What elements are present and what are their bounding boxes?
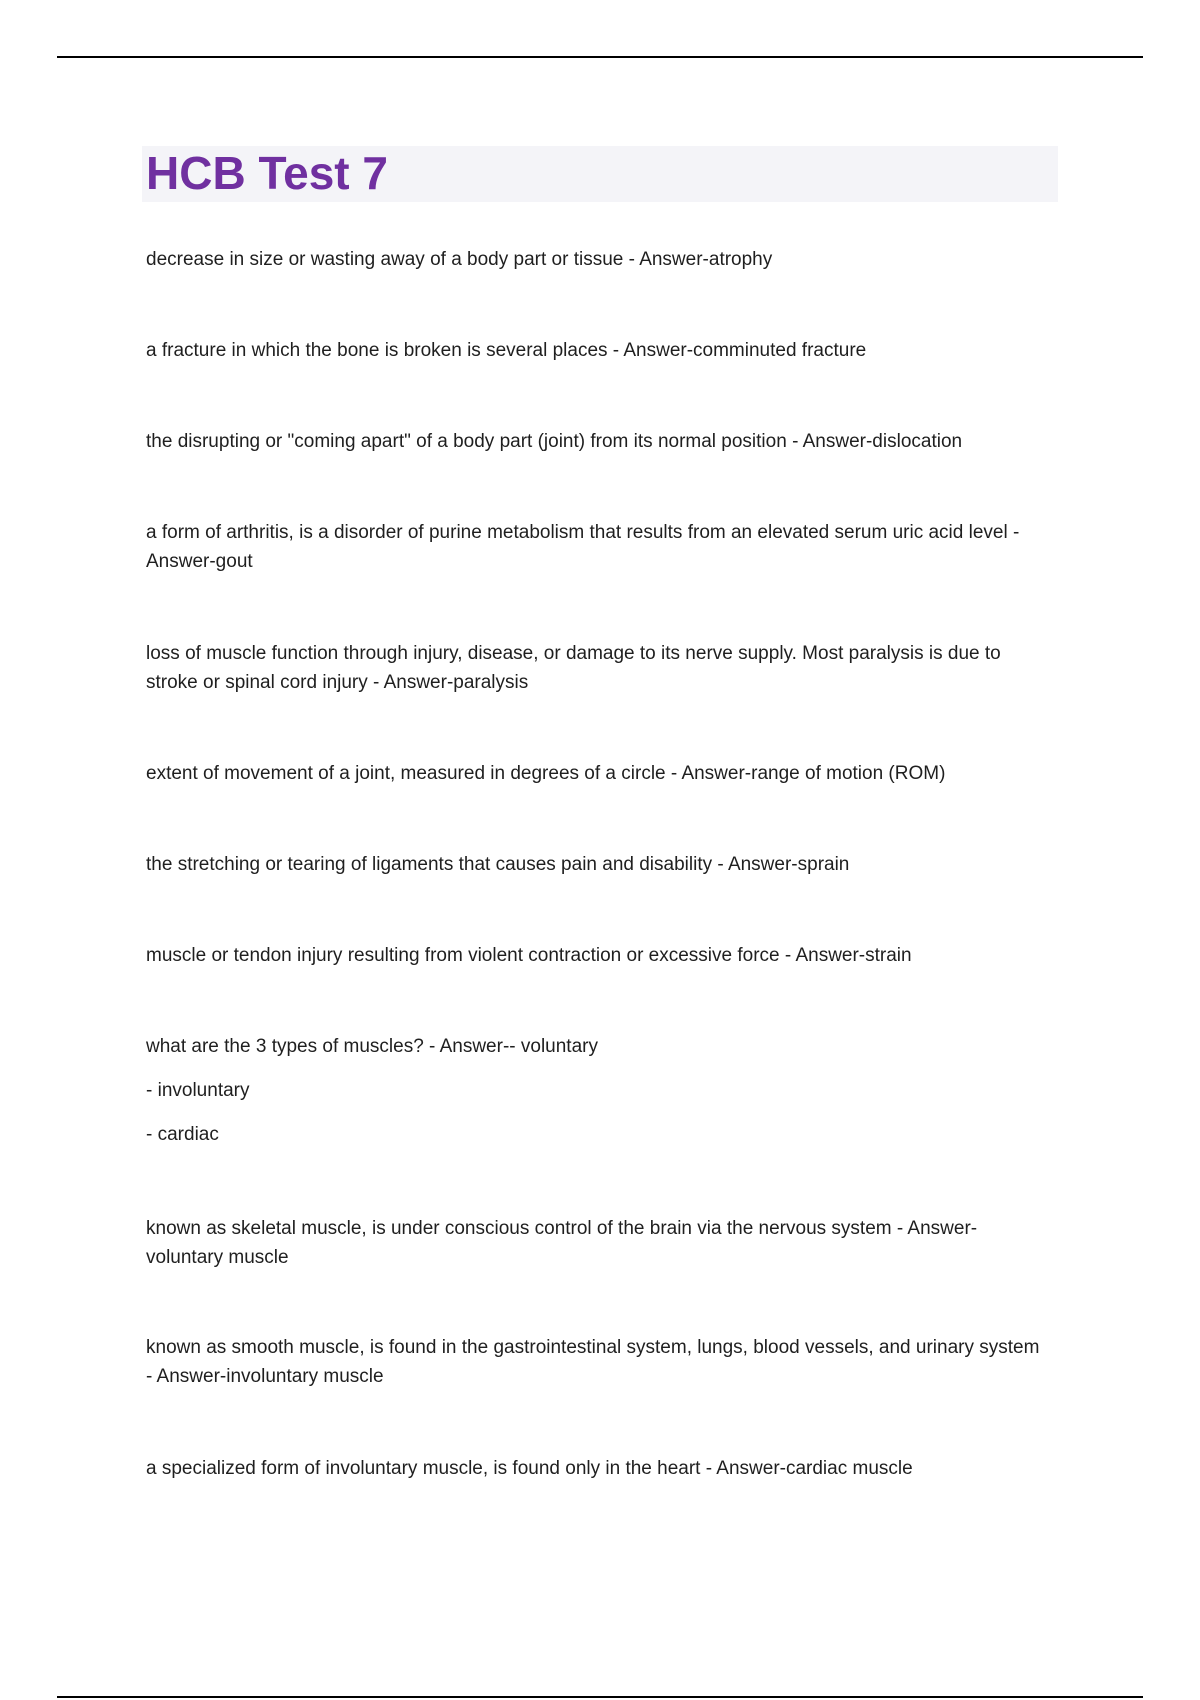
flashcard [146,759,1046,788]
flashcard [146,1454,1046,1483]
flashcard [146,427,1046,456]
flashcard-text-line: - cardiac [146,1124,219,1145]
flashcard-text: known as smooth muscle, is found in the gastrointestinal system, lungs, blood vessels, and urinary system - Answer-involuntary muscle [146,1337,1040,1387]
flashcard [146,1214,1046,1272]
flashcard-text-line: - involuntary [146,1080,250,1101]
flashcard-text: muscle or tendon injury resulting from violent contraction or excessive force - Answer-strain [146,945,912,966]
flashcard-text: loss of muscle function through injury, disease, or damage to its nerve supply. Most paralysis is due to stroke or spinal cord injury - Answer-paralysis [146,643,1001,693]
flashcard-text: what are the 3 types of muscles? - Answer-- voluntary [146,1036,598,1057]
flashcard [146,850,1046,879]
flashcard-text: a fracture in which the bone is broken is several places - Answer-comminuted fracture [146,340,867,361]
flashcard [146,1333,1046,1391]
bottom-rule [57,1696,1143,1698]
flashcard [146,1032,1046,1149]
flashcard-text: extent of movement of a joint, measured in degrees of a circle - Answer-range of motion (ROM) [146,763,946,784]
flashcard-text: decrease in size or wasting away of a body part or tissue - Answer-atrophy [146,249,773,270]
flashcard-text: the disrupting or "coming apart" of a body part (joint) from its normal position - Answer-dislocation [146,431,963,452]
flashcard-text: a specialized form of involuntary muscle, is found only in the heart - Answer-cardiac muscle [146,1458,913,1479]
flashcard-text: known as skeletal muscle, is under conscious control of the brain via the nervous system - Answer-voluntary muscle [146,1218,978,1268]
document-title: HCB Test 7 [146,147,388,199]
flashcard [146,941,1046,970]
flashcard [146,336,1046,365]
flashcard [146,245,1046,274]
flashcard-text: the stretching or tearing of ligaments that causes pain and disability - Answer-sprain [146,854,850,875]
flashcard [146,518,1046,576]
flashcard-text: a form of arthritis, is a disorder of purine metabolism that results from an elevated serum uric acid level - Answer-gout [146,522,1020,572]
top-rule [57,56,1143,58]
flashcard [146,639,1046,697]
